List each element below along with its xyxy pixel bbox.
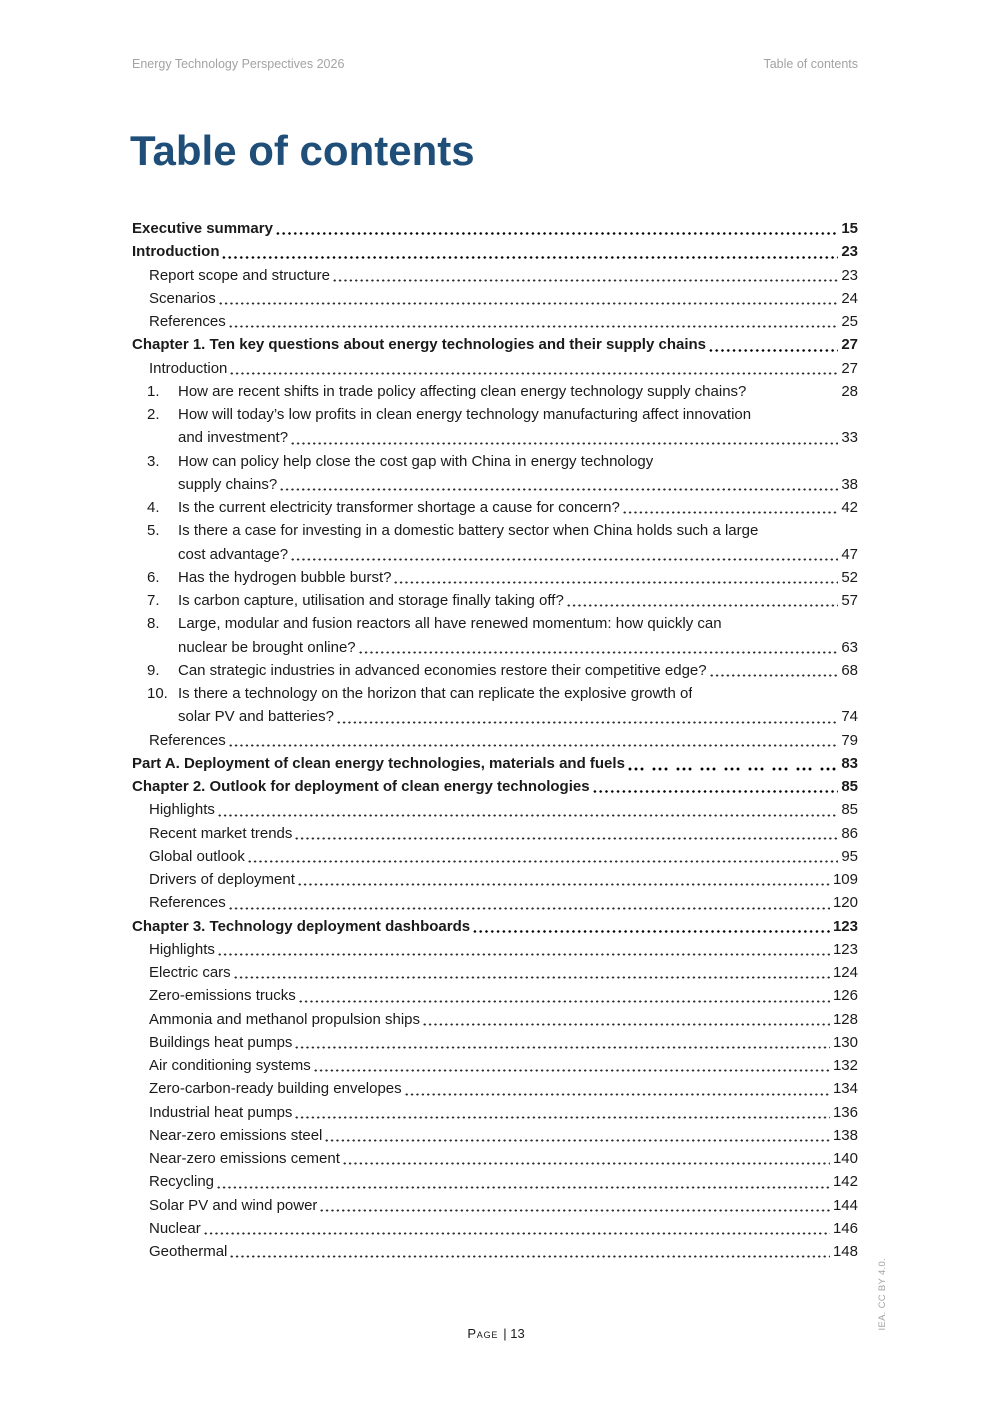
toc-entry (132, 729, 858, 752)
toc-entry-label: Geothermal (149, 1243, 228, 1260)
dot-leader (217, 798, 838, 821)
toc-entry-continuation (132, 543, 858, 566)
toc-entry (132, 891, 858, 914)
toc-entry (132, 357, 858, 380)
toc-entry (132, 1101, 858, 1124)
toc-entry-number: 8. (147, 615, 160, 633)
toc-entry-label: How can policy help close the cost gap with China in energy technology (178, 452, 654, 470)
toc-page-number: 27 (841, 359, 858, 377)
toc-entry-label: References (149, 894, 226, 912)
dot-leader (221, 240, 838, 263)
toc-page-number: 109 (832, 871, 858, 888)
toc-entry (132, 264, 858, 287)
toc-page-number: 95 (841, 847, 858, 865)
toc-entry-label: Executive summary (132, 220, 273, 237)
toc-entry-continuation (132, 636, 858, 659)
toc-entry-continuation (132, 705, 858, 728)
toc-entry-label: Solar PV and wind power (149, 1196, 318, 1214)
toc-entry-label: supply chains? (178, 475, 278, 493)
dot-leader (218, 287, 839, 310)
toc-page-number: 57 (841, 592, 858, 609)
dot-leader (627, 752, 838, 775)
toc-entry-number: 5. (147, 522, 160, 540)
toc-entry (132, 1008, 858, 1031)
toc-entry-label: Ammonia and methanol propulsion ships (149, 1010, 420, 1028)
dot-leader (233, 961, 830, 984)
toc-entry-label: Highlights (149, 940, 215, 958)
toc-entry-label: References (149, 731, 226, 749)
toc-entry-label: How will today’s low profits in clean energy technology manufacturing affect innovation (178, 406, 752, 423)
toc-entry (132, 1031, 858, 1054)
toc-page-number: 28 (841, 382, 858, 400)
toc-page-number: 63 (841, 638, 858, 656)
page-footer (0, 1326, 992, 1341)
toc-page-number: 52 (841, 568, 858, 586)
toc-page-number: 85 (841, 801, 858, 819)
toc-entry (132, 1194, 858, 1217)
toc-entry-label: Report scope and structure (149, 266, 330, 284)
toc-entry (132, 822, 858, 845)
toc-entry (132, 1124, 858, 1147)
dot-leader (216, 1170, 830, 1193)
toc-entry-continuation (132, 426, 858, 449)
toc-entry-label: How are recent shifts in trade policy affecting clean energy technology supply chains? (178, 382, 747, 400)
toc-entry (132, 589, 858, 612)
dot-leader (324, 1124, 830, 1147)
toc-entry-number: 10. (147, 685, 168, 702)
dot-leader (290, 426, 838, 449)
dot-leader (275, 217, 838, 240)
toc-page-number: 148 (832, 1243, 858, 1260)
toc-entry-number: 6. (147, 568, 160, 586)
header-section-label: Table of contents (763, 57, 858, 71)
toc-entry-number: 4. (147, 499, 160, 516)
toc-entry (132, 752, 858, 775)
toc-entry (132, 659, 858, 682)
toc-page-number: 120 (832, 894, 858, 912)
dot-leader (229, 357, 838, 380)
toc-entry (132, 566, 858, 589)
license-note: IEA. CC BY 4.0. (877, 1258, 888, 1331)
toc-page-number: 23 (841, 266, 858, 284)
toc-entry-label: cost advantage? (178, 545, 289, 563)
dot-leader (709, 659, 839, 682)
toc-entry-number: 7. (147, 592, 160, 609)
footer-page-label: Page (467, 1326, 499, 1341)
dot-leader (294, 1031, 830, 1054)
dot-leader (708, 333, 838, 356)
dot-leader (319, 1194, 830, 1217)
toc-page-number: 38 (841, 475, 858, 493)
toc-page-number: 123 (832, 917, 858, 935)
toc-entry-number: 2. (147, 406, 160, 423)
toc-page-number: 140 (832, 1150, 858, 1167)
dot-leader (294, 1101, 830, 1124)
toc-entry (132, 682, 858, 705)
dot-leader (472, 915, 830, 938)
toc-page-number: 134 (832, 1080, 858, 1098)
dot-leader (422, 1008, 830, 1031)
dot-leader (247, 845, 838, 868)
toc-entry-label: Recycling (149, 1173, 215, 1191)
dot-leader (279, 473, 838, 496)
toc-page-number: 130 (832, 1033, 858, 1051)
toc-page-number: 15 (841, 220, 858, 237)
toc-entry-label: Air conditioning systems (149, 1057, 311, 1074)
dot-leader (566, 589, 839, 612)
toc-page-number: 25 (841, 313, 858, 330)
dot-leader (313, 1054, 830, 1077)
toc-entry (132, 1147, 858, 1170)
toc-entry (132, 333, 858, 356)
toc-page-number: 142 (832, 1173, 858, 1191)
toc-entry-continuation (132, 473, 858, 496)
toc-entry (132, 915, 858, 938)
toc-entry-number: 3. (147, 452, 160, 470)
toc-entry (132, 240, 858, 263)
footer-page-number: | 13 (503, 1326, 525, 1341)
dot-leader (332, 264, 838, 287)
toc-page-number: 47 (841, 545, 858, 563)
toc-entry-label: Is there a technology on the horizon that can replicate the explosive growth of (178, 685, 693, 702)
toc-page-number: 126 (832, 987, 858, 1005)
toc-entry (132, 775, 858, 798)
dot-leader (229, 1240, 830, 1263)
toc-entry (132, 938, 858, 961)
dot-leader (404, 1077, 830, 1100)
toc-entry-label: nuclear be brought online? (178, 638, 356, 656)
toc-entry-label: Near-zero emissions steel (149, 1126, 323, 1144)
toc-page-number: 23 (841, 243, 858, 261)
toc-entry (132, 612, 858, 635)
dot-leader (203, 1217, 830, 1240)
toc-entry-number: 1. (147, 382, 160, 400)
toc-page-number: 74 (841, 708, 858, 726)
toc-entry-label: Zero-carbon-ready building envelopes (149, 1080, 402, 1098)
dot-leader (217, 938, 830, 961)
toc-entry-label: and investment? (178, 429, 289, 447)
dot-leader (298, 984, 830, 1007)
header-report-title: Energy Technology Perspectives 2026 (132, 57, 345, 71)
toc-entry-label: Chapter 3. Technology deployment dashboards (132, 917, 471, 935)
toc-entry-label: Chapter 2. Outlook for deployment of clean energy technologies (132, 778, 590, 795)
toc-entry (132, 1054, 858, 1077)
toc-entry-label: Recent market trends (149, 824, 293, 842)
toc-entry-label: solar PV and batteries? (178, 708, 334, 726)
dot-leader (592, 775, 839, 798)
dot-leader (290, 543, 838, 566)
toc-entry (132, 450, 858, 473)
page-header (132, 57, 858, 71)
toc-page-number: 128 (832, 1010, 858, 1028)
toc-page-number: 146 (832, 1219, 858, 1237)
toc-entry (132, 1217, 858, 1240)
dot-leader (342, 1147, 830, 1170)
dot-leader (336, 705, 838, 728)
toc-entry-label: Introduction (149, 359, 228, 377)
toc-entry (132, 1077, 858, 1100)
toc-page-number: 33 (841, 429, 858, 447)
toc-entry-label: Global outlook (149, 847, 245, 865)
toc-page-number: 27 (841, 336, 858, 354)
toc-entry-label: Zero-emissions trucks (149, 987, 296, 1005)
toc-entry-label: Is the current electricity transformer shortage a cause for concern? (178, 499, 620, 516)
dot-leader (748, 380, 838, 403)
table-of-contents (132, 217, 858, 1263)
toc-page-number: 144 (832, 1196, 858, 1214)
toc-page-number: 83 (841, 754, 858, 772)
toc-entry-label: Large, modular and fusion reactors all have renewed momentum: how quickly can (178, 615, 722, 633)
dot-leader (228, 310, 839, 333)
toc-entry (132, 496, 858, 519)
toc-entry (132, 310, 858, 333)
toc-entry-label: Industrial heat pumps (149, 1103, 293, 1121)
toc-entry (132, 380, 858, 403)
toc-entry (132, 287, 858, 310)
toc-entry (132, 798, 858, 821)
toc-entry-label: Chapter 1. Ten key questions about energy technologies and their supply chains (132, 336, 707, 354)
toc-page-number: 24 (841, 289, 858, 307)
toc-entry-label: Scenarios (149, 289, 216, 307)
toc-entry-label: Has the hydrogen bubble burst? (178, 568, 392, 586)
toc-entry (132, 1170, 858, 1193)
toc-entry-label: Part A. Deployment of clean energy technologies, materials and fuels (132, 754, 625, 772)
dot-leader (393, 566, 838, 589)
toc-page-number: 123 (832, 940, 858, 958)
toc-entry-number: 9. (147, 661, 160, 679)
toc-entry-label: Highlights (149, 801, 215, 819)
toc-entry-label: Buildings heat pumps (149, 1033, 293, 1051)
toc-entry (132, 403, 858, 426)
toc-entry-label: Introduction (132, 243, 220, 261)
toc-entry (132, 217, 858, 240)
toc-page-number: 124 (832, 964, 858, 981)
toc-page-number: 68 (841, 661, 858, 679)
dot-leader (294, 822, 838, 845)
dot-leader (358, 636, 839, 659)
dot-leader (228, 891, 830, 914)
toc-page-number: 86 (841, 824, 858, 842)
page-title: Table of contents (130, 127, 475, 174)
toc-page-number: 79 (841, 731, 858, 749)
toc-entry-label: Is there a case for investing in a domestic battery sector when China holds such a large (178, 522, 759, 540)
toc-entry (132, 961, 858, 984)
toc-entry-label: Is carbon capture, utilisation and storage finally taking off? (178, 592, 564, 609)
toc-entry (132, 1240, 858, 1263)
toc-page-number: 42 (841, 499, 858, 516)
toc-entry-label: Nuclear (149, 1219, 201, 1237)
toc-entry-label: Drivers of deployment (149, 871, 295, 888)
toc-page-number: 132 (832, 1057, 858, 1074)
dot-leader (228, 729, 839, 752)
toc-entry-label: Near-zero emissions cement (149, 1150, 340, 1167)
toc-entry (132, 845, 858, 868)
toc-entry-label: References (149, 313, 226, 330)
toc-page-number: 85 (841, 778, 858, 795)
toc-entry-label: Can strategic industries in advanced economies restore their competitive edge? (178, 661, 707, 679)
toc-entry (132, 519, 858, 542)
toc-page-number: 136 (832, 1103, 858, 1121)
toc-entry (132, 868, 858, 891)
toc-entry-label: Electric cars (149, 964, 231, 981)
dot-leader (622, 496, 838, 519)
toc-entry (132, 984, 858, 1007)
toc-page-number: 138 (832, 1126, 858, 1144)
dot-leader (297, 868, 830, 891)
